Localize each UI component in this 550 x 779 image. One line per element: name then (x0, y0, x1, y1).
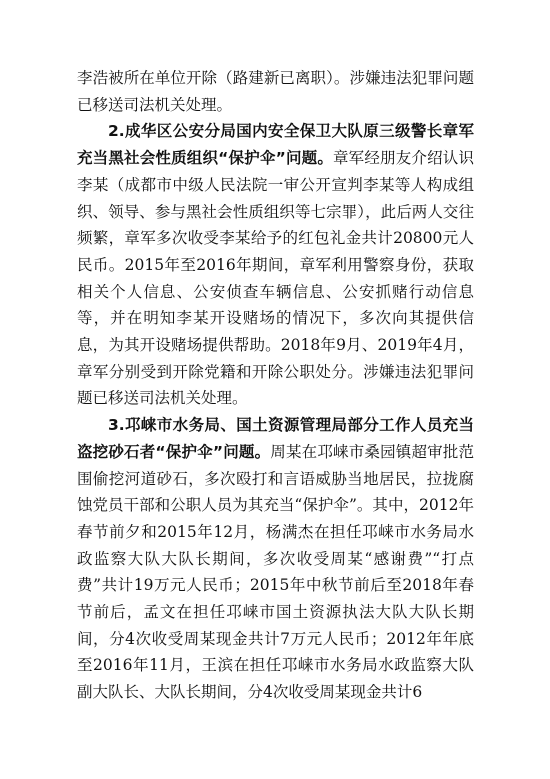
paragraph-item-2 (77, 118, 474, 412)
item-2-body: 章军经朋友介绍认识李某（成都市中级人民法院一审公开宣判李某等人构成组织、领导、参与黑社会性质组织等七宗罪），此后两人交往频繁，章军多次收受李某给予的红包礼金共计20800元人民币。2015年至2016年期间，章军利用警察身份，获取相关个人信息、公安侦查车辆信息、公安抓赌行动信息等，并在明知李某开设赌场的情况下，多次向其提供信息，为其开设赌场提供帮助。2018年9月、2019年4月，章军分别受到开除党籍和开除公职处分。涉嫌违法犯罪问题已移送司法机关处理。 (77, 149, 474, 408)
item-2-heading: 2.成华区公安分局国内安全保卫大队原三级警长章军充当黑社会性质组织“保护伞”问题。 (77, 122, 474, 168)
paragraph-continuation: 李浩被所在单位开除（路建新已离职）。涉嫌违法犯罪问题已移送司法机关处理。 (77, 69, 474, 114)
document-page (77, 65, 474, 706)
paragraph-item-3 (77, 412, 474, 706)
item-3-body: 周某在邛崃市桑园镇超审批范围偷挖河道砂石，多次殴打和言语威胁当地居民，拉拢腐蚀党员干部和公职人员为其充当“保护伞”。其中，2012年春节前夕和2015年12月，杨满杰在担任邛崃市水务局水政监察大队大队长期间，多次收受周某“感谢费”“打点费”共计19万元人民币；2015年中秋节前后至2018年春节前后，孟文在担任邛崃市国土资源执法大队大队长期间，分4次收受周某现金共计7万元人民币；2012年年底至2016年11月，王滨在担任邛崃市水务局水政监察大队副大队长、大队长期间，分4次收受周某现金共计6 (77, 442, 474, 702)
item-3-heading: 3.邛崃市水务局、国土资源管理局部分工作人员充当盗挖砂石者“保护伞”问题。 (77, 416, 474, 461)
